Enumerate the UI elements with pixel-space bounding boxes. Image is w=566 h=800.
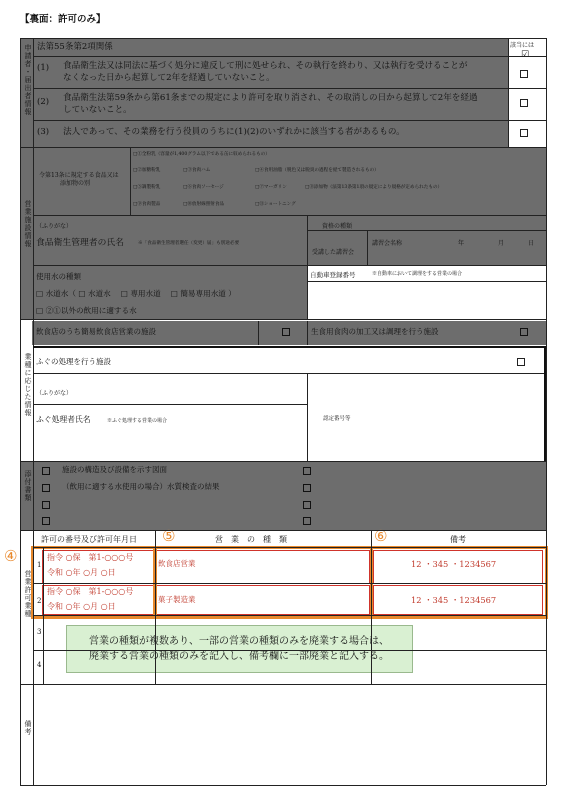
manager-note: ※「食品衛生管理者選任（変更）届」も別途必要	[138, 241, 240, 246]
row-2-business-type[interactable]: 菓子製造業	[158, 595, 196, 604]
applicant-item-2-line2: していないこと。	[63, 105, 132, 115]
category-7[interactable]: □⑦マーガリン	[255, 185, 287, 190]
manager-furigana: （ふりがな）	[36, 223, 73, 230]
applicant-item-2-num: (2)	[37, 97, 50, 107]
marker-6-icon: ⑥	[374, 527, 388, 545]
category-4[interactable]: □④食用油脂（脱色又は脱臭の過程を経て製造されるもの）	[255, 168, 379, 173]
fugu-facility-checkbox[interactable]	[517, 358, 525, 366]
cert-no-label: 認定番号等	[323, 416, 351, 422]
category-col-divider	[130, 147, 131, 215]
facility-row-1	[33, 215, 546, 216]
applicant-bottom	[20, 147, 546, 148]
attachment-3-checkbox[interactable]	[42, 501, 50, 509]
row-1-index: 1	[37, 561, 42, 569]
category-label-2: 添加物の別	[60, 180, 91, 187]
frame-bottom	[20, 785, 546, 786]
business-col-divider-1	[258, 321, 259, 345]
row-1-business-type[interactable]: 飲食店営業	[158, 559, 196, 568]
category-3[interactable]: □③食肉ハム	[183, 168, 211, 173]
note-line-1: 営業の種類が複数あり、一部の営業の種類のみを廃業する場合は、	[89, 636, 389, 647]
row-1-remarks[interactable]: 12 ・345 ・1234567	[411, 559, 497, 569]
attachment-4-checkbox[interactable]	[42, 517, 50, 525]
car-note: ※自動車において調理をする営業の場合	[372, 271, 463, 277]
attachments-bottom	[20, 530, 546, 531]
category-8[interactable]: □⑧添加物（法第13条第1項の規定により規格が定められたもの）	[305, 185, 443, 190]
business-col-divider-3	[307, 373, 308, 461]
category-10[interactable]: □⑩放射線照射食品	[183, 202, 225, 207]
applicant-item-3-line1: 法人であって、その業務を行う役員のうちに(1)(2)のいずれかに該当する者があるもの。	[63, 127, 405, 137]
business-right-thick	[544, 346, 546, 461]
restaurant-simple-checkbox[interactable]	[282, 328, 290, 336]
course-year: 年	[458, 240, 465, 247]
row-4-index: 4	[37, 661, 42, 669]
permit-row-1	[33, 583, 546, 584]
facility-side-label: 営業施設情報	[24, 200, 32, 248]
permit-header-row	[33, 547, 546, 548]
applicant-item-1-line1: 食品衛生法又は同法に基づく処分に違反して刑に処せられ、その執行を終わり、又は執行を受けることが	[63, 61, 468, 71]
marker-5-icon: ⑤	[162, 527, 176, 545]
permit-col-divider-2	[371, 530, 372, 684]
row-2-index: 2	[37, 597, 42, 605]
marker-4-icon: ④	[4, 547, 18, 565]
category-6[interactable]: □⑥食肉ソーセージ	[183, 185, 224, 190]
applicant-item-1-line2: なくなった日から起算して2年を経過していないこと。	[63, 73, 275, 83]
course-month: 月	[498, 240, 505, 247]
category-2[interactable]: □②加糖粉乳	[133, 168, 161, 173]
water-col-divider	[307, 265, 308, 319]
category-9[interactable]: □⑨食肉製品	[133, 202, 161, 207]
car-label: 自動車登録番号	[310, 271, 356, 279]
category-1[interactable]: □①全粉乳（容量が1,400グラム以下である缶に収められるもの）	[133, 152, 270, 157]
side-column-divider	[33, 38, 34, 785]
row-2-permit-no[interactable]: 指令 ○保 第1-○○○号	[47, 587, 134, 596]
row-2-permit-date[interactable]: 令和 ○年 ○月 ○日	[47, 602, 116, 611]
category-label-1: 令第13条に規定する食品又は	[39, 172, 119, 179]
business-row-2	[33, 373, 546, 374]
car-row	[307, 281, 546, 282]
page-title: 【裏面：許可のみ】	[20, 14, 106, 25]
applicant-side-label: 申請者・届出者情報	[24, 44, 32, 116]
col-remarks: 備考	[450, 535, 466, 544]
attachment-2-label: （飲用に適する水使用の場合）水質検査の結果	[62, 482, 220, 491]
category-11[interactable]: □⑪ショートニング	[255, 202, 296, 207]
business-row-3	[33, 404, 308, 405]
applicant-item-2-line1: 食品衛生法第59条から第61条までの規定により許可を取り消され、その取消しの日から起算して2年を経過	[63, 93, 478, 103]
water-label: 使用水の種類	[36, 272, 81, 281]
facility-row-2	[33, 265, 546, 266]
course-col-divider	[367, 230, 368, 265]
permit-side-label: 営業許可業種	[24, 570, 32, 618]
business-row-1	[33, 346, 546, 348]
facility-bottom	[20, 319, 546, 320]
frame-top	[20, 38, 546, 39]
applicant-row-3	[33, 120, 546, 121]
permit-col-divider-1	[155, 530, 156, 684]
applicant-header: 法第55条第2項関係	[37, 42, 113, 52]
applicant-row-1	[33, 56, 546, 57]
applicant-col-divider	[508, 38, 509, 147]
business-col-divider-2	[307, 321, 308, 345]
attachment-2b-checkbox[interactable]	[303, 484, 311, 492]
course-label: 受講した講習会	[312, 249, 355, 256]
attachment-1-label: 施設の構造及び設備を示す図面	[62, 465, 167, 474]
qualification-row	[307, 230, 546, 231]
row-3-index: 3	[37, 628, 42, 636]
remarks-side-label: 備考	[24, 720, 32, 736]
frame-left	[20, 38, 21, 785]
meat-processing-checkbox[interactable]	[520, 328, 528, 336]
attachment-4b-checkbox[interactable]	[303, 517, 311, 525]
applicant-item-2-checkbox[interactable]	[520, 99, 528, 107]
business-side-label: 業種に応じた情報	[24, 353, 32, 417]
attachment-1b-checkbox[interactable]	[303, 467, 311, 475]
row-1-permit-date[interactable]: 令和 ○年 ○月 ○日	[47, 568, 116, 577]
attachment-3b-checkbox[interactable]	[303, 501, 311, 509]
attachment-2-checkbox[interactable]	[42, 484, 50, 492]
permit-row-3	[33, 650, 546, 651]
applicable-label: 該当には	[510, 42, 535, 49]
water-options[interactable]: □ 水道水（ □ 水道水 □ 専用水道 □ 簡易専用水道 ）	[36, 289, 236, 298]
fugu-person-label: ふぐ処理者氏名	[36, 415, 91, 424]
applicant-item-1-checkbox[interactable]	[520, 70, 528, 78]
meat-processing-label: 生食用食肉の加工又は調理を行う施設	[311, 327, 439, 336]
fugu-note: ※ふぐ処理する営業の場合	[107, 418, 168, 424]
applicable-check-icon[interactable]: ☑	[521, 50, 530, 60]
row-1-permit-no[interactable]: 指令 ○保 第1-○○○号	[47, 553, 134, 562]
business-bottom	[20, 461, 546, 462]
course-day: 日	[528, 240, 535, 247]
applicant-item-1-num: (1)	[37, 63, 50, 73]
applicant-row-2	[33, 88, 546, 89]
course-name-label: 講習会名称	[372, 240, 403, 247]
manager-col-divider	[307, 215, 308, 265]
note-callout	[66, 625, 413, 673]
row-2-remarks[interactable]: 12 ・345 ・1234567	[411, 595, 497, 605]
qualification-label: 資格の種類	[322, 223, 353, 230]
permit-row-2	[33, 615, 546, 616]
applicant-item-3-checkbox[interactable]	[520, 129, 528, 137]
fugu-furigana: （ふりがな）	[36, 390, 73, 397]
permit-bottom	[20, 684, 546, 685]
manager-label: 食品衛生管理者の氏名	[36, 238, 124, 248]
attachment-1-checkbox[interactable]	[42, 467, 50, 475]
applicant-item-3-num: (3)	[37, 127, 50, 137]
category-5[interactable]: □⑤調製粉乳	[133, 185, 161, 190]
water-other[interactable]: □ ②①以外の飲用に適する水	[36, 306, 137, 315]
note-line-2: 廃業する営業の種類のみを記入し、備考欄に一部廃業と記入する。	[89, 651, 389, 662]
fugu-facility-label: ふぐの処理を行う施設	[36, 357, 111, 366]
col-business-type: 営 業 の 種 類	[215, 535, 287, 544]
restaurant-simple-label: 飲食店のうち簡易飲食店営業の施設	[36, 327, 156, 336]
col-permit-number: 許可の番号及び許可年月日	[41, 535, 137, 544]
frame-right	[546, 38, 547, 785]
attachments-side-label: 添付書類	[24, 470, 32, 502]
